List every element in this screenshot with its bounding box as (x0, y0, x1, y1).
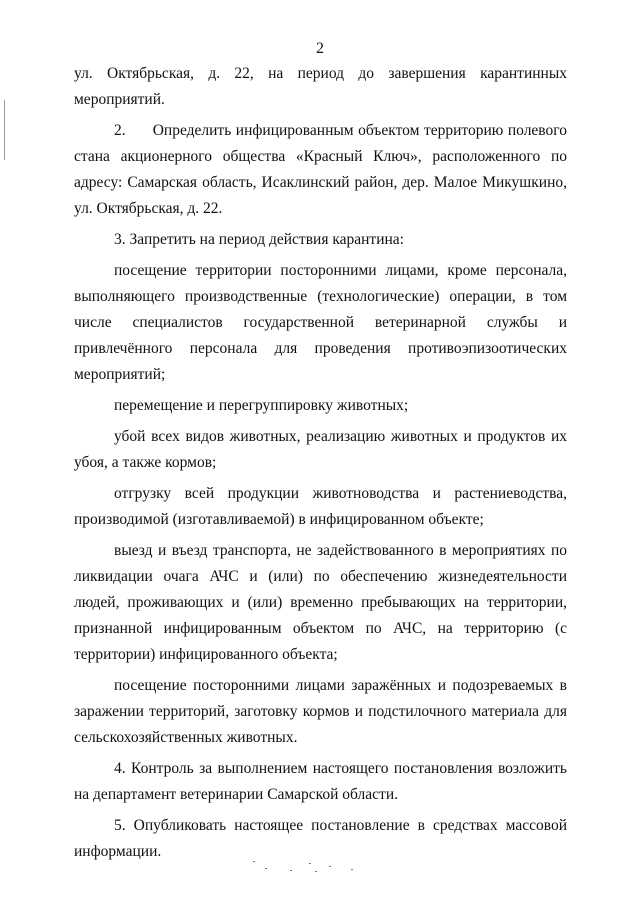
paragraph-ban-slaughter: убой всех видов животных, реализацию животных и продуктов их убоя, а также кормов; (74, 428, 567, 471)
paragraph-item-2: 2. Определить инфицированным объектом территорию полевого стана акционерного общества «Красный Ключ», расположенного по адресу: Самарская область, Исаклинский район, дер. Малое Микушкино, ул. Октябрьская, д. 22. (74, 122, 567, 217)
paragraph-ban-moving: перемещение и перегруппировку животных; (114, 397, 409, 414)
paragraph-continuation: ул. Октябрьская, д. 22, на период до завершения карантинных мероприятий. (74, 65, 567, 108)
page-number: 2 (316, 40, 324, 57)
paragraph-item-4: 4. Контроль за выполнением настоящего постановления возложить на департамент ветеринарии Самарской области. (74, 760, 567, 803)
paragraph-ban-shipment: отгрузку всей продукции животноводства и растениеводства, производимой (изготавливаемой) в инфицированном объекте; (74, 485, 567, 528)
scan-edge-mark (4, 100, 5, 160)
paragraph-ban-infected-areas: посещение посторонними лицами заражённых и подозреваемых в заражении территорий, заготовку кормов и подстилочного материала для сельскохозяйственных животных. (74, 677, 567, 746)
document-body (74, 61, 567, 870)
paragraph-ban-visiting: посещение территории посторонними лицами, кроме персонала, выполняющего производственные (технологические) операции, в том числе специалистов государственной ветеринарной службы и привлечённого персонала для проведения противоэпизоотических мероприятий; (74, 262, 567, 383)
scan-noise-marks (245, 858, 375, 878)
paragraph-item-5: 5. Опубликовать настоящее постановление в средствах массовой информации. (74, 817, 567, 860)
paragraph-item-3: 3. Запретить на период действия карантина: (114, 231, 404, 248)
paragraph-ban-transport: выезд и въезд транспорта, не задействованного в мероприятиях по ликвидации очага АЧС и (или) по обеспечению жизнедеятельности людей, проживающих и (или) временно пребывающих на территории, признанной инфицированным объектом по АЧС, на территорию (с территории) инфицированного объекта; (74, 542, 567, 663)
